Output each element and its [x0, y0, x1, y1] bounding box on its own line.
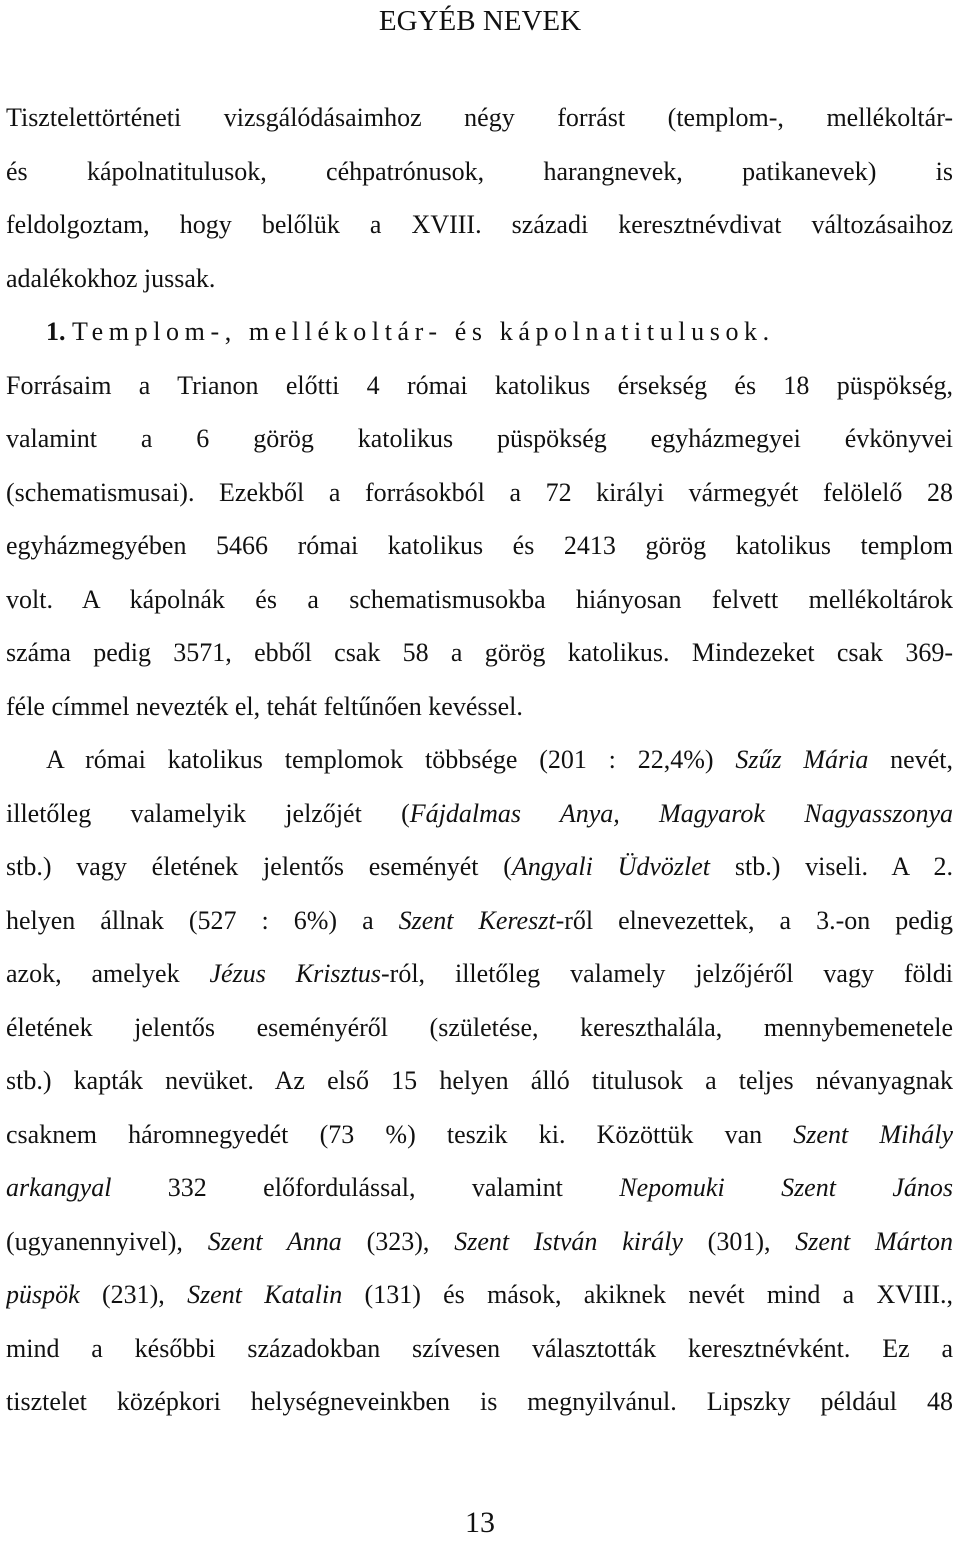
section-heading-text: Templom-, mellékoltár- és kápolnatitulusok. [72, 317, 775, 346]
paragraph-line: feldolgoztam, hogy belőlük a XVIII. századi keresztnévdivat változásaihoz [6, 210, 953, 239]
italic-name: arkangyal [6, 1173, 112, 1202]
paragraph-line: stb.) kapták nevüket. Az első 15 helyen álló titulusok a teljes névanyagnak [6, 1066, 953, 1095]
paragraph-line: azok, amelyek Jézus Krisztus-ról, illetőleg valamely jelzőjéről vagy földi [6, 959, 953, 988]
paragraph-line: volt. A kápolnák és a schematismusokba hiányosan felvett mellékoltárok [6, 585, 953, 614]
page-title: EGYÉB NEVEK [378, 5, 582, 37]
paragraph-line: és kápolnatitulusok, céhpatrónusok, harangnevek, patikanevek) is [6, 157, 953, 186]
paragraph-line: helyen állnak (527 : 6%) a Szent Kereszt-ről elnevezettek, a 3.-on pedig [6, 906, 953, 935]
section-number: 1. [46, 317, 66, 346]
italic-name: Szűz Mária [735, 745, 869, 774]
page-number: 13 [465, 1506, 495, 1539]
paragraph-line: száma pedig 3571, ebből csak 58 a görög katolikus. Mindezeket csak 369- [6, 638, 953, 667]
paragraph-line: adalékokhoz jussak. [6, 264, 216, 293]
paragraph-line: arkangyal 332 előfordulással, valamint Nepomuki Szent János [6, 1173, 953, 1202]
paragraph-line: mind a későbbi századokban szívesen választották keresztnévként. Ez a [6, 1334, 953, 1363]
italic-name: püspök [6, 1280, 80, 1309]
paragraph-line: egyházmegyében 5466 római katolikus és 2413 görög katolikus templom [6, 531, 953, 560]
paragraph-line: valamint a 6 görög katolikus püspökség egyházmegyei évkönyvei [6, 424, 953, 453]
paragraph-line: stb.) vagy életének jelentős eseményét (Angyali Üdvözlet stb.) viseli. A 2. [6, 852, 953, 881]
paragraph-line: csaknem háromnegyedét (73 %) teszik ki. Közöttük van Szent Mihály [6, 1120, 953, 1149]
italic-name: Szent Márton [795, 1227, 953, 1256]
paragraph-line: Forrásaim a Trianon előtti 4 római katolikus érsekség és 18 püspökség, [6, 371, 953, 400]
paragraph-line: (ugyanennyivel), Szent Anna (323), Szent István király (301), Szent Márton [6, 1227, 953, 1256]
paragraph-line: Tisztelettörténeti vizsgálódásaimhoz négy forrást (templom-, mellékoltár- [6, 103, 953, 132]
paragraph-line: féle címmel nevezték el, tehát feltűnően kevéssel. [6, 692, 523, 721]
italic-name: Szent István király [454, 1227, 683, 1256]
paragraph-line: A római katolikus templomok többsége (201 : 22,4%) Szűz Mária nevét, [46, 745, 953, 774]
italic-name: Fájdalmas Anya, Magyarok Nagyasszonya [409, 799, 953, 828]
paragraph-line: illetőleg valamelyik jelzőjét (Fájdalmas Anya, Magyarok Nagyasszonya [6, 799, 953, 828]
italic-name: Szent Mihály [793, 1120, 953, 1149]
italic-name: Angyali Üdvözlet [511, 852, 711, 881]
italic-name: Nepomuki Szent János [619, 1173, 953, 1202]
paragraph-line: tisztelet középkori helységneveinkben is megnyilvánul. Lipszky például 48 [6, 1387, 953, 1416]
italic-name: Szent Katalin [187, 1280, 343, 1309]
paragraph-line: (schematismusai). Ezekből a forrásokból a 72 királyi vármegyét felölelő 28 [6, 478, 953, 507]
paragraph-line: püspök (231), Szent Katalin (131) és mások, akiknek nevét mind a XVIII., [6, 1280, 953, 1309]
italic-name: Jézus Krisztus [209, 959, 382, 988]
section-heading [46, 315, 953, 349]
paragraph-line: életének jelentős eseményéről (születése, kereszthalála, mennybemenetele [6, 1013, 953, 1042]
italic-name: Szent Kereszt [398, 906, 556, 935]
italic-name: Szent Anna [207, 1227, 342, 1256]
